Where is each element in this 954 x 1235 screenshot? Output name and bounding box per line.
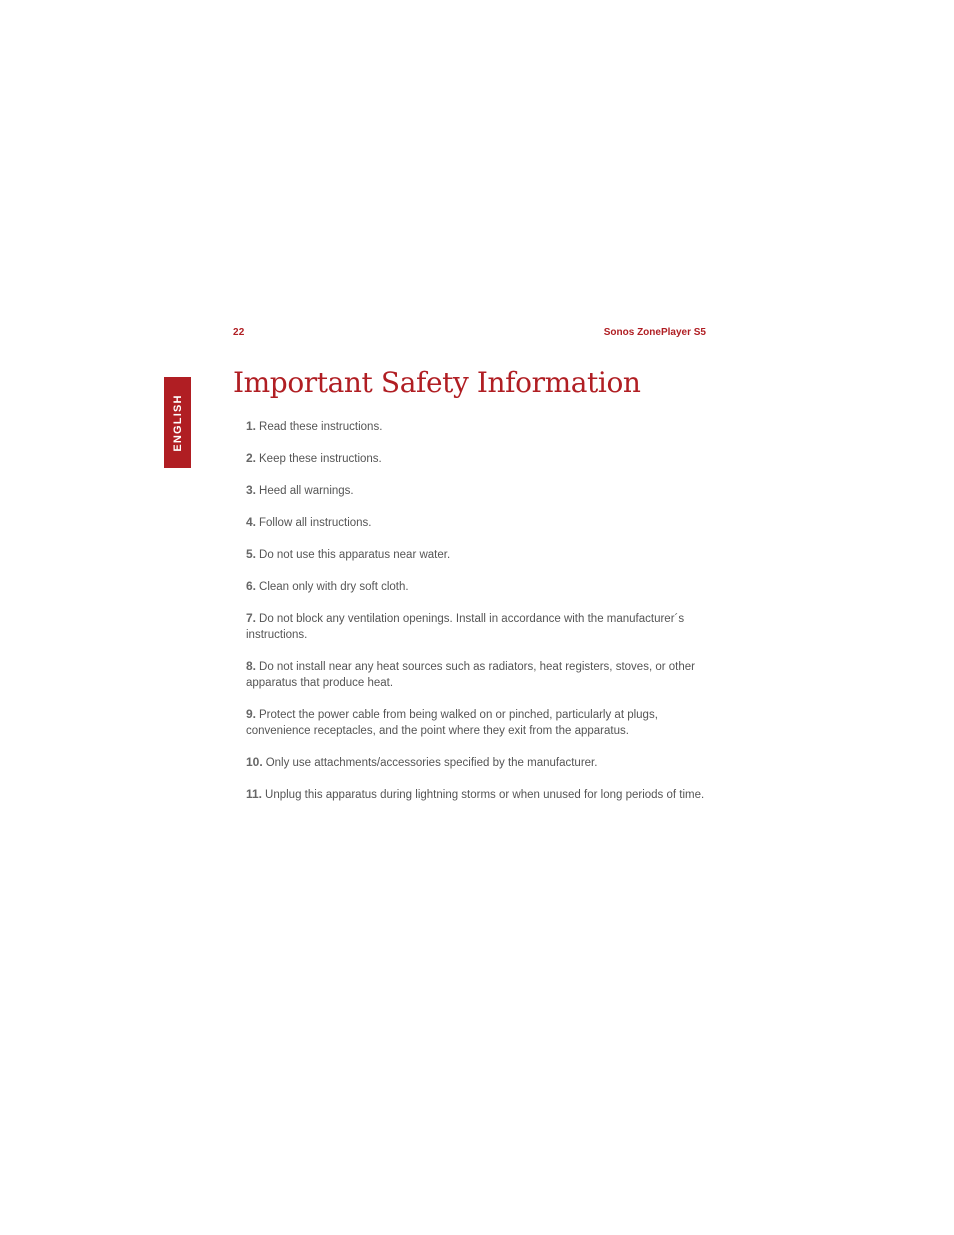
- item-text: Clean only with dry soft cloth.: [259, 581, 409, 593]
- item-number: 9.: [246, 707, 257, 721]
- item-text: Read these instructions.: [259, 421, 383, 433]
- item-text: Heed all warnings.: [259, 485, 354, 497]
- item-number: 1.: [246, 419, 257, 433]
- item-number: 8.: [246, 659, 257, 673]
- item-number: 4.: [246, 515, 257, 529]
- item-text: Do not install near any heat sources such as radiators, heat registers, stoves, or other apparatus that produce heat.: [246, 661, 695, 689]
- list-item: [246, 786, 708, 803]
- list-item: [246, 418, 708, 435]
- item-number: 10.: [246, 755, 263, 769]
- item-number: 7.: [246, 611, 257, 625]
- item-number: 6.: [246, 579, 257, 593]
- item-text: Keep these instructions.: [259, 453, 382, 465]
- item-number: 3.: [246, 483, 257, 497]
- list-item: [246, 610, 708, 643]
- item-number: 11.: [246, 787, 263, 801]
- language-tab: [164, 377, 191, 468]
- list-item: [246, 450, 708, 467]
- item-text: Follow all instructions.: [259, 517, 372, 529]
- list-item: [246, 658, 708, 691]
- item-number: 2.: [246, 451, 257, 465]
- list-item: [246, 482, 708, 499]
- item-text: Do not use this apparatus near water.: [259, 549, 451, 561]
- list-item: [246, 578, 708, 595]
- list-item: [246, 754, 708, 771]
- item-text: Only use attachments/accessories specified by the manufacturer.: [265, 757, 598, 769]
- list-item: [246, 546, 708, 563]
- item-text: Do not block any ventilation openings. Install in accordance with the manufacturer´s instructions.: [246, 613, 685, 641]
- item-number: 5.: [246, 547, 257, 561]
- page-title: Important Safety Information: [233, 366, 641, 399]
- page-number: 22: [233, 327, 245, 338]
- item-text: Protect the power cable from being walked on or pinched, particularly at plugs, convenience receptacles, and the point where they exit from the apparatus.: [246, 709, 658, 737]
- safety-instructions-list: [246, 418, 708, 818]
- item-text: Unplug this apparatus during lightning storms or when unused for long periods of time.: [265, 789, 705, 801]
- list-item: [246, 706, 708, 739]
- language-tab-label: ENGLISH: [171, 393, 184, 452]
- list-item: [246, 514, 708, 531]
- product-name: Sonos ZonePlayer S5: [603, 327, 706, 338]
